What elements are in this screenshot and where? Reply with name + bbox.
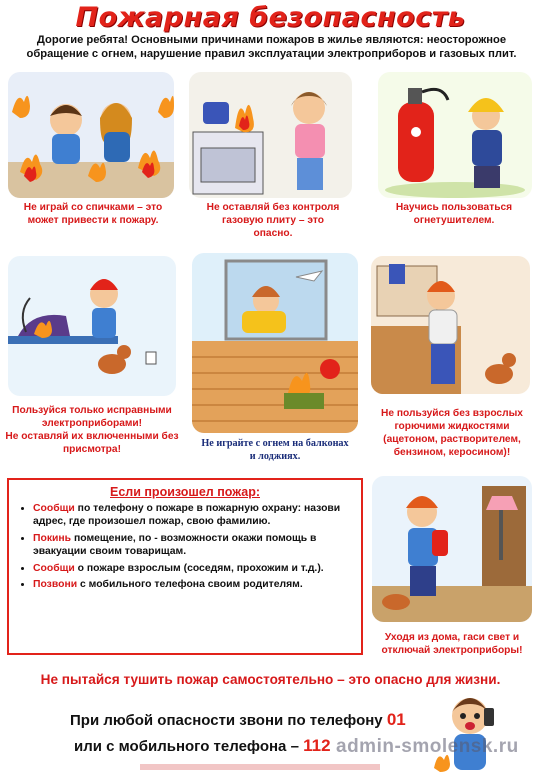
intro-text: Дорогие ребята! Основными причинами пожаров в жилье являются: неосторожное обращение с огнем, нарушение правил эксплуатации электроприборов и газовых плит.	[26, 34, 517, 60]
caption-liquids: Не пользуйся без взрослых горючими жидкостями (ацетоном, растворителем, бензином, керосином)!	[381, 408, 523, 458]
page-title: Пожарная безопасность	[75, 2, 466, 33]
caption-appliances-1: Пользуйся только исправными электроприборами!	[12, 405, 172, 429]
caption-balcony: Не играйте с огнем на балконах и лоджиях.	[201, 438, 349, 462]
emergency-number-01: 01	[386, 710, 406, 729]
call-line-2-text: или с мобильного телефона –	[74, 738, 299, 755]
fire-rules-list	[9, 502, 361, 591]
emergency-number-112: 112	[303, 736, 331, 755]
rule-text: о пожаре взрослым (соседям, прохожим и т.д.).	[74, 562, 324, 574]
illustration-extinguisher	[378, 72, 532, 198]
fire-rules-heading: Если произошел пожар:	[110, 485, 260, 499]
illustration-balcony	[192, 253, 358, 433]
warning-text: Не пытайся тушить пожар самостоятельно – это опасно для жизни.	[40, 672, 501, 687]
call-line-1-text: При любой опасности звони по телефону	[70, 712, 383, 729]
watermark: admin-smolensk.ru	[336, 736, 519, 757]
rule-text: по телефону о пожаре в пожарную охрану: назови адрес, где произошел пожар, свою фамилию.	[33, 503, 341, 528]
illustration-boy-phone	[430, 688, 510, 773]
caption-extinguisher: Научись пользоваться огнетушителем.	[395, 202, 513, 226]
illustration-liquids	[371, 256, 530, 394]
caption-matches: Не играй со спичками – это может привести к пожару.	[23, 202, 163, 226]
illustration-appliances	[8, 256, 176, 396]
footer-strip	[140, 764, 380, 770]
rule-keyword: Покинь	[33, 532, 72, 544]
rule-keyword: Позвони	[33, 579, 78, 591]
illustration-matches	[8, 72, 174, 198]
call-line-2	[74, 736, 331, 756]
call-line-1	[70, 710, 406, 730]
list-item	[33, 502, 355, 529]
list-item	[33, 562, 355, 575]
rule-text: помещение, по - возможности окажи помощь в эвакуации своим товарищам.	[33, 532, 317, 558]
list-item	[33, 532, 355, 559]
rule-keyword: Сообщи	[33, 503, 75, 514]
rule-text: с мобильного телефона своим родителям.	[77, 579, 303, 591]
rule-keyword: Сообщи	[33, 562, 75, 574]
caption-appliances-2: Не оставляй их включенными без присмотра!	[5, 431, 179, 455]
caption-gas: Не оставляй без контроля газовую плиту – это опасно.	[206, 202, 340, 239]
illustration-leaving-home	[372, 476, 532, 622]
fire-rules-box	[7, 478, 363, 655]
list-item	[33, 578, 355, 591]
illustration-gas-stove	[189, 72, 352, 198]
caption-leaving: Уходя из дома, гаси свет и отключай электроприборы!	[381, 632, 523, 656]
